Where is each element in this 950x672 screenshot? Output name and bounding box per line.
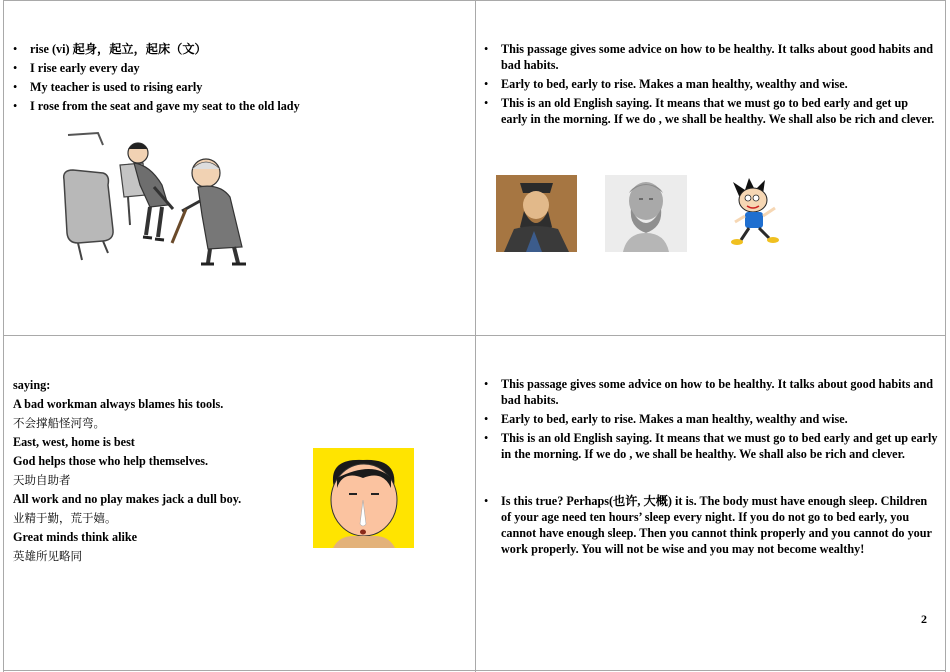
cartoon-boy-running xyxy=(725,178,787,250)
bullet: • Is this true? Perhaps(也许, 大概) it is. The body must have enough sleep. Children of your age need ten hours’ sleep every night. If you do not go to bed early, you cannot have enough sleep. Then you cannot think properly and you cannot do your work properly. You will not be wise and you may not become wealthy! xyxy=(483,493,938,557)
saying-line-chinese: 不会撑船怪河弯。 xyxy=(13,416,105,430)
bullet: • I rose from the seat and gave my seat to the old lady xyxy=(12,98,467,114)
saying-line-chinese: 天助自助者 xyxy=(13,473,71,487)
philosopher-bust xyxy=(605,175,687,252)
saying-line: God helps those who help themselves. xyxy=(13,454,209,468)
bullet: • I rise early every day xyxy=(12,60,467,76)
grid-border-bottom xyxy=(3,670,946,671)
slide-1-bullets xyxy=(12,41,467,114)
seat-offer-illustration xyxy=(58,125,273,267)
saying-line: Great minds think alike xyxy=(13,530,138,544)
page-number: 2 xyxy=(921,612,927,626)
grid-divider-vertical xyxy=(475,0,476,672)
bullet: • Early to bed, early to rise. Makes a man healthy, wealthy and wise. xyxy=(483,76,935,92)
bullet: • rise (vi) 起身，起立，起床（文） xyxy=(12,41,467,57)
cartoon-face xyxy=(313,448,414,548)
grid-divider-horizontal xyxy=(3,335,946,336)
saying-line-chinese: 英雄所见略同 xyxy=(13,549,82,563)
slide-1 xyxy=(12,41,467,117)
bullet: • This passage gives some advice on how to be healthy. It talks about good habits and bad habits. xyxy=(483,41,935,73)
grid-border-left xyxy=(3,0,4,672)
slide-4 xyxy=(483,376,938,560)
bullet: • This is an old English saying. It means that we must go to bed early and get up early in the morning. If we do , we shall be healthy. We shall also be rich and clever. xyxy=(483,95,935,127)
saying-line: A bad workman always blames his tools. xyxy=(13,397,224,411)
bullet: • This passage gives some advice on how to be healthy. It talks about good habits and bad habits. xyxy=(483,376,938,408)
saying-heading: saying: xyxy=(13,378,51,392)
slide-4-bullets xyxy=(483,376,938,462)
bullet: • This is an old English saying. It means that we must go to bed early and get up early in the morning. If we do , we shall be healthy. We shall also be rich and clever. xyxy=(483,430,938,462)
saying-line: All work and no play makes jack a dull boy. xyxy=(13,492,242,506)
slide-3 xyxy=(13,376,313,566)
slide-2 xyxy=(483,41,935,130)
bullet: • My teacher is used to rising early xyxy=(12,79,467,95)
grid-border-right xyxy=(945,0,946,672)
slide-2-bullets xyxy=(483,41,935,127)
bullet: • Early to bed, early to rise. Makes a man healthy, wealthy and wise. xyxy=(483,411,938,427)
confucius-portrait xyxy=(496,175,577,252)
saying-line-chinese: 业精于勤，荒于嬉。 xyxy=(13,511,117,525)
saying-line: East, west, home is best xyxy=(13,435,135,449)
slide-4-bullets-second xyxy=(483,493,938,557)
